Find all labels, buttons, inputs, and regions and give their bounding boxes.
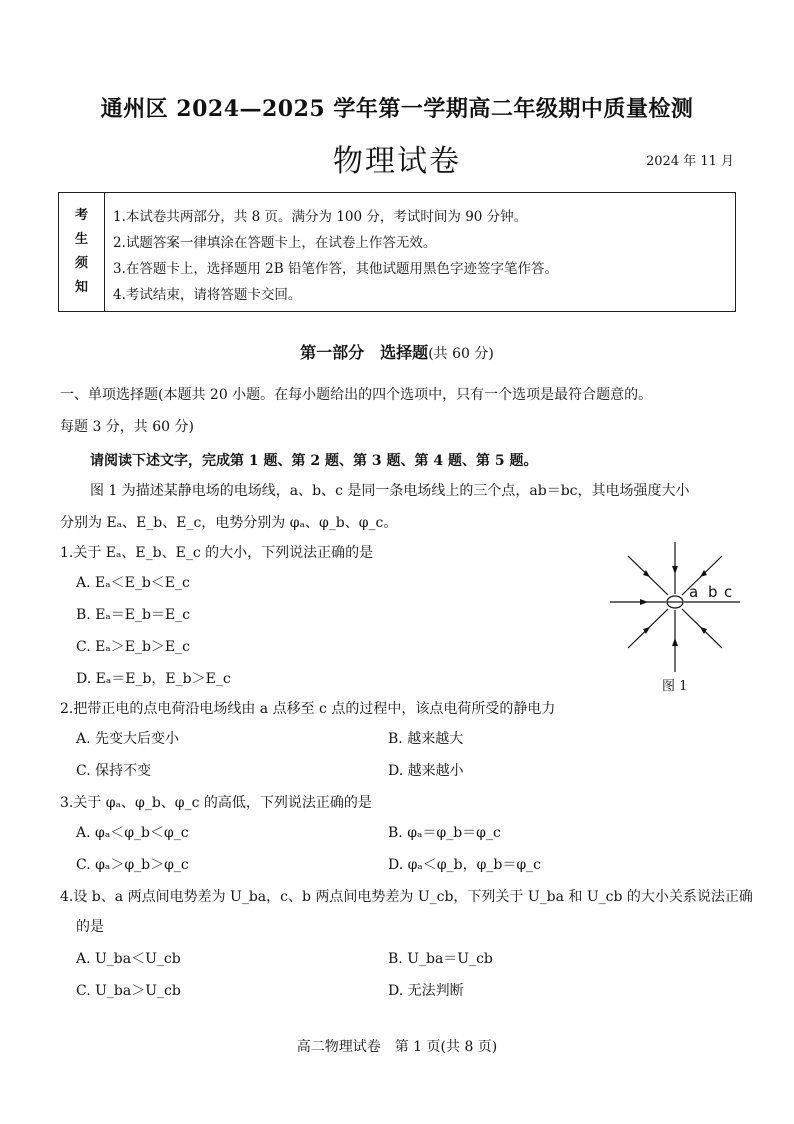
notice-item: 3.在答题卡上，选择题用 2B 铅笔作答，其他试题用黑色字迹签字笔作答。 <box>113 261 558 277</box>
question-3-option-c: C. φₐ＞φ_b＞φ_c <box>76 857 189 873</box>
notice-box <box>58 192 736 312</box>
notice-label-char: 生 <box>74 232 88 247</box>
part-title: 第一部分 选择题 <box>300 343 429 362</box>
question-2-option-d: D. 越来越小 <box>388 763 464 779</box>
question-2-option-a: A. 先变大后变小 <box>76 731 180 747</box>
notice-item: 4.考试结束，请将答题卡交回。 <box>113 287 302 303</box>
notice-label <box>59 193 105 311</box>
section-instruction-cont: 每题 3 分，共 60 分) <box>60 419 194 435</box>
question-4-option-c: C. U_ba＞U_cb <box>76 983 181 999</box>
question-4-stem: 4.设 b、a 两点间电势差为 U_ba，c、b 两点间电势差为 U_cb，下列关于 U_ba 和 U_cb 的大小关系说法正确 <box>60 889 753 905</box>
notice-item: 2.试题答案一律填涂在答题卡上，在试卷上作答无效。 <box>113 235 437 251</box>
arrow-head <box>672 638 678 646</box>
figure-label-a: a <box>689 583 699 601</box>
question-3-option-b: B. φₐ＝φ_b＝φ_c <box>388 825 501 841</box>
notice-label-char: 须 <box>74 256 88 271</box>
reading-text-cont: 分别为 Eₐ、E_b、E_c，电势分别为 φₐ、φ_b、φ_c。 <box>60 515 398 531</box>
question-1-option-a: A. Eₐ＜E_b＜E_c <box>76 575 190 591</box>
notice-label-char: 考 <box>74 208 88 223</box>
page-footer: 高二物理试卷 第 1 页(共 8 页) <box>296 1039 498 1055</box>
figure-label-c: c <box>724 583 733 601</box>
question-4-stem-cont: 的是 <box>76 919 104 935</box>
part-score: (共 60 分) <box>428 346 494 362</box>
question-1-stem: 1.关于 Eₐ、E_b、E_c 的大小，下列说法正确的是 <box>60 545 374 561</box>
figure-1-field-lines <box>610 542 740 672</box>
notice-label-char: 知 <box>74 280 88 295</box>
notice-item: 1.本试卷共两部分，共 8 页。满分为 100 分，考试时间为 90 分钟。 <box>113 209 528 225</box>
reading-instruction: 请阅读下述文字，完成第 1 题、第 2 题、第 3 题、第 4 题、第 5 题。 <box>90 453 538 469</box>
exam-date: 2024 年 11 月 <box>646 154 735 169</box>
figure-caption: 图 1 <box>662 679 688 694</box>
question-2-option-c: C. 保持不变 <box>76 763 152 779</box>
figure-label-b: b <box>708 583 718 601</box>
question-1-option-b: B. Eₐ＝E_b＝E_c <box>76 607 191 623</box>
arrow-head <box>672 566 678 574</box>
question-4-option-d: D. 无法判断 <box>388 983 464 999</box>
question-4-option-b: B. U_ba＝U_cb <box>388 951 493 967</box>
exam-title: 通州区 2024—2025 学年第一学期高二年级期中质量检测 <box>100 96 694 122</box>
part-heading <box>0 340 794 363</box>
arrow-head <box>640 599 648 605</box>
reading-text: 图 1 为描述某静电场的电场线，a、b、c 是同一条电场线上的三个点，ab＝bc，其电场强度大小 <box>90 483 690 499</box>
exam-subtitle: 物理试卷 <box>333 144 461 179</box>
question-3-stem: 3.关于 φₐ、φ_b、φ_c 的高低，下列说法正确的是 <box>60 795 372 811</box>
section-instruction: 一、单项选择题(本题共 20 小题。在每小题给出的四个选项中，只有一个选项是最符合题意的。 <box>60 387 653 403</box>
question-3-option-a: A. φₐ＜φ_b＜φ_c <box>76 825 189 841</box>
question-1-option-d: D. Eₐ＝E_b，E_b＞E_c <box>76 671 231 687</box>
question-2-option-b: B. 越来越大 <box>388 731 464 747</box>
question-4-option-a: A. U_ba＜U_cb <box>76 951 181 967</box>
question-2-stem: 2.把带正电的点电荷沿电场线由 a 点移至 c 点的过程中，该点电荷所受的静电力 <box>60 701 556 717</box>
question-1-option-c: C. Eₐ＞E_b＞E_c <box>76 639 190 655</box>
question-3-option-d: D. φₐ＜φ_b，φ_b＝φ_c <box>388 857 542 873</box>
